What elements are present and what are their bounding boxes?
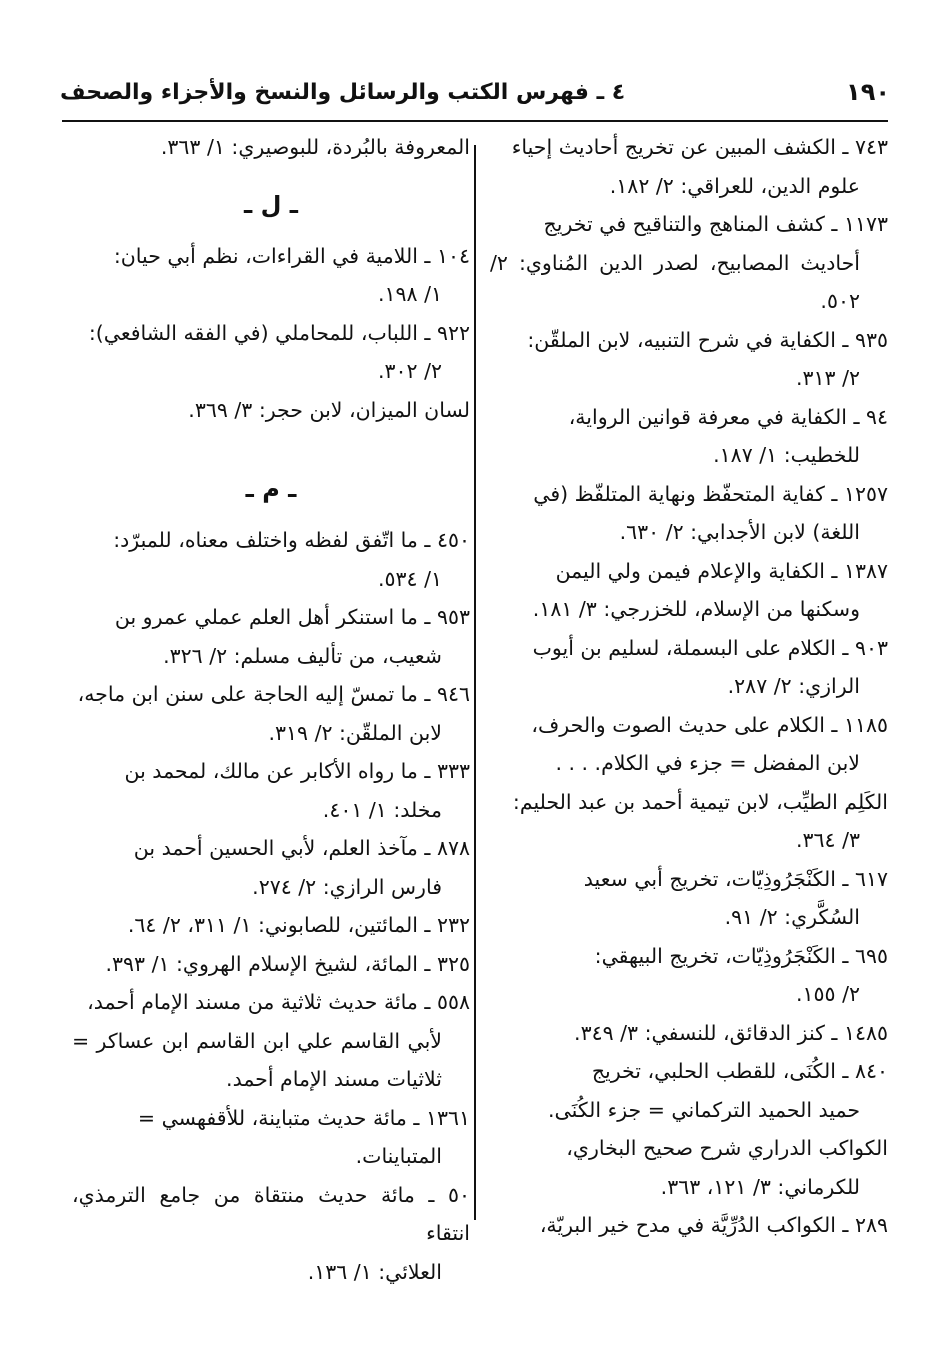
index-entry bbox=[490, 552, 888, 629]
page-header bbox=[60, 70, 890, 114]
entry-first-line: ٢٨٩ ـ الكواكب الدُرِّيَّة في مدح خير البريّة، bbox=[539, 1213, 888, 1237]
entry-first-line: ٦١٧ ـ الكَنْجَرُوذِيّات، تخريج أبي سعيد bbox=[583, 866, 888, 891]
entry-first-line: ١١٧٣ ـ كشف المناهج والتناقيح في تخريج bbox=[543, 212, 888, 236]
entry-first-line: ١٢٥٧ ـ كفاية المتحفّظ ونهاية المتلفّظ (في bbox=[533, 481, 888, 506]
index-entry bbox=[490, 706, 888, 783]
entry-continuation: العلائي: ١/ ١٣٦. bbox=[307, 1259, 442, 1284]
entry-first-line: ٥٥٨ ـ مائة حديث ثلاثية من مسند الإمام أحمد، bbox=[87, 990, 470, 1014]
entry-first-line: ٩٤ ـ الكفاية في معرفة قوانين الرواية، bbox=[568, 404, 888, 429]
entry-continuation: لابن المفضل = جزء في الكلام. . . . bbox=[555, 751, 860, 775]
entry-continuation: المتباينات. bbox=[355, 1144, 442, 1168]
index-entry bbox=[72, 752, 470, 829]
index-entry bbox=[72, 829, 470, 906]
section-heading-mim: ـ م ـ bbox=[245, 475, 297, 503]
entry-continuation: لابن الملقّن: ٢/ ٣١٩. bbox=[268, 720, 442, 745]
entry-first-line: لسان الميزان، لابن حجر: ٣/ ٣٦٩. bbox=[188, 397, 470, 422]
entry-first-line: ١١٨٥ ـ الكلام على حديث الصوت والحرف، bbox=[531, 712, 888, 737]
index-entry bbox=[490, 629, 888, 706]
entry-first-line: ١٣٨٧ ـ الكفاية والإعلام فيمن ولي اليمن bbox=[555, 558, 888, 583]
index-entry bbox=[72, 237, 470, 314]
entry-continuation: ١/ ١٩٨. bbox=[377, 282, 442, 306]
index-entry bbox=[72, 1099, 470, 1176]
entry-first-line: ٢٣٢ ـ المائتين، للصابوني: ١/ ٣١١، ٢/ ٦٤. bbox=[127, 913, 470, 937]
entry-first-line: ٧٤٣ ـ الكشف المبين عن تخريج أحاديث إحياء bbox=[511, 135, 888, 159]
entry-continuation: السُكَّري: ٢/ ٩١. bbox=[724, 905, 860, 929]
entry-continuation: أحاديث المصابيح، لصدر الدين المُناوي: ٢/ ٥٠٢. bbox=[490, 250, 860, 313]
index-entry bbox=[490, 1129, 888, 1206]
entry-continuation: ٢/ ٣١٣. bbox=[795, 366, 860, 390]
entry-continuation: شعيب، من تأليف مسلم: ٢/ ٣٢٦. bbox=[163, 643, 442, 668]
index-entry bbox=[72, 521, 470, 598]
entry-continuation: وسكنها من الإسلام، للخزرجي: ٣/ ١٨١. bbox=[532, 597, 860, 621]
entry-first-line: ٨٧٨ ـ مآخذ العلم، لأبي الحسين أحمد بن bbox=[133, 836, 470, 860]
index-entry bbox=[72, 675, 470, 752]
left-column bbox=[72, 128, 470, 1291]
index-entry bbox=[72, 314, 470, 391]
header-rule bbox=[62, 120, 888, 122]
index-entry bbox=[490, 128, 888, 205]
index-entry bbox=[490, 937, 888, 1014]
entry-first-line: الكَلِم الطيِّب، لابن تيمية أحمد بن عبد الحليم: bbox=[512, 789, 888, 814]
entry-first-line: ٤٥٠ ـ ما اتّفق لفظه واختلف معناه، للمبرّد: bbox=[113, 528, 470, 552]
entry-continuation: الرازي: ٢/ ٢٨٧. bbox=[727, 674, 860, 698]
entry-continuation: علوم الدين، للعراقي: ٢/ ١٨٢. bbox=[609, 173, 860, 198]
entry-first-line: ٩٥٣ ـ ما استنكر أهل العلم عملي عمرو بن bbox=[114, 605, 470, 629]
entry-first-line: الكواكب الدراري شرح صحيح البخاري، bbox=[566, 1136, 888, 1160]
entry-first-line: ٩٠٣ ـ الكلام على البسملة، لسليم بن أيوب bbox=[532, 635, 888, 660]
index-entry bbox=[490, 1206, 888, 1245]
entry-first-line: ٣٢٥ ـ المائة، لشيخ الإسلام الهروي: ١/ ٣٩٣. bbox=[105, 951, 470, 976]
index-entry bbox=[490, 398, 888, 475]
entry-first-line: ٩٤٦ ـ ما تمسّ إليه الحاجة على سنن ابن ماجه، bbox=[77, 682, 470, 706]
entry-continuation: مخلد: ١/ ٤٠١. bbox=[322, 797, 442, 822]
entry-continuation: اللغة) لابن الأجدابي: ٢/ ٦٣٠. bbox=[619, 520, 860, 544]
carry-over-line: المعروفة بالبُردة، للبوصيري: ١/ ٣٦٣. bbox=[160, 135, 470, 159]
index-entry bbox=[490, 1014, 888, 1053]
entry-first-line: ٣٣٣ ـ ما رواه الأكابر عن مالك، لمحمد بن bbox=[124, 759, 470, 783]
index-entry bbox=[72, 391, 470, 430]
entry-continuation: ٢/ ١٥٥. bbox=[795, 982, 860, 1006]
index-entry bbox=[490, 783, 888, 860]
index-entry bbox=[490, 475, 888, 552]
entry-continuation: ٣/ ٣٦٤. bbox=[795, 828, 860, 852]
entry-first-line: ١٠٤ ـ اللامية في القراءات، نظم أبي حيان: bbox=[113, 243, 470, 268]
right-column bbox=[490, 128, 888, 1245]
index-entry bbox=[72, 983, 470, 1099]
page-number: ١٩٠ bbox=[846, 78, 890, 106]
entry-continuation: فارس الرازي: ٢/ ٢٧٤. bbox=[252, 874, 442, 899]
running-title: ٤ ـ فهرس الكتب والرسائل والنسخ والأجزاء والصحف bbox=[60, 79, 626, 105]
index-entry bbox=[490, 321, 888, 398]
column-divider bbox=[474, 145, 476, 1220]
entry-first-line: ٩٣٥ ـ الكفاية في شرح التنبيه، لابن الملقّن: bbox=[527, 327, 888, 352]
index-entry bbox=[490, 205, 888, 321]
entry-continuation: ٢/ ٣٠٢. bbox=[377, 359, 442, 383]
index-entry bbox=[490, 860, 888, 937]
entry-continuation: للكرماني: ٣/ ١٢١، ٣٦٣. bbox=[660, 1174, 860, 1199]
entry-continuation: للخطيب: ١/ ١٨٧. bbox=[713, 443, 860, 467]
entry-first-line: ٨٤٠ ـ الكُنَى، للقطب الحلبي، تخريج bbox=[591, 1059, 888, 1083]
section-heading-lam: ـ ل ـ bbox=[244, 190, 298, 219]
entry-continuation: حميد الحميد التركماني = جزء الكُنَى. bbox=[548, 1097, 860, 1122]
entry-first-line: ٥٠ ـ مائة حديث منتقاة من جامع الترمذي، انتقاء bbox=[72, 1182, 470, 1245]
entry-first-line: ١٣٦١ ـ مائة حديث متباينة، للأقفهسي = bbox=[137, 1105, 470, 1130]
entry-continuation: ١/ ٥٣٤. bbox=[377, 566, 442, 591]
entry-first-line: ٦٩٥ ـ الكَنْجَرُوذِيّات، تخريج البيهقي: bbox=[594, 943, 888, 968]
index-entry bbox=[72, 1176, 470, 1292]
entry-first-line: ١٤٨٥ ـ كنز الدقائق، للنسفي: ٣/ ٣٤٩. bbox=[574, 1020, 888, 1045]
index-entry bbox=[72, 906, 470, 945]
index-entry bbox=[72, 945, 470, 984]
entry-first-line: ٩٢٢ ـ اللباب، للمحاملي (في الفقه الشافعي): bbox=[88, 320, 470, 345]
entry-continuation: لأبي القاسم علي ابن القاسم ابن عساكر = ثلاثيات مسند الإمام أحمد. bbox=[72, 1028, 442, 1091]
index-entry bbox=[490, 1052, 888, 1129]
index-entry bbox=[72, 598, 470, 675]
